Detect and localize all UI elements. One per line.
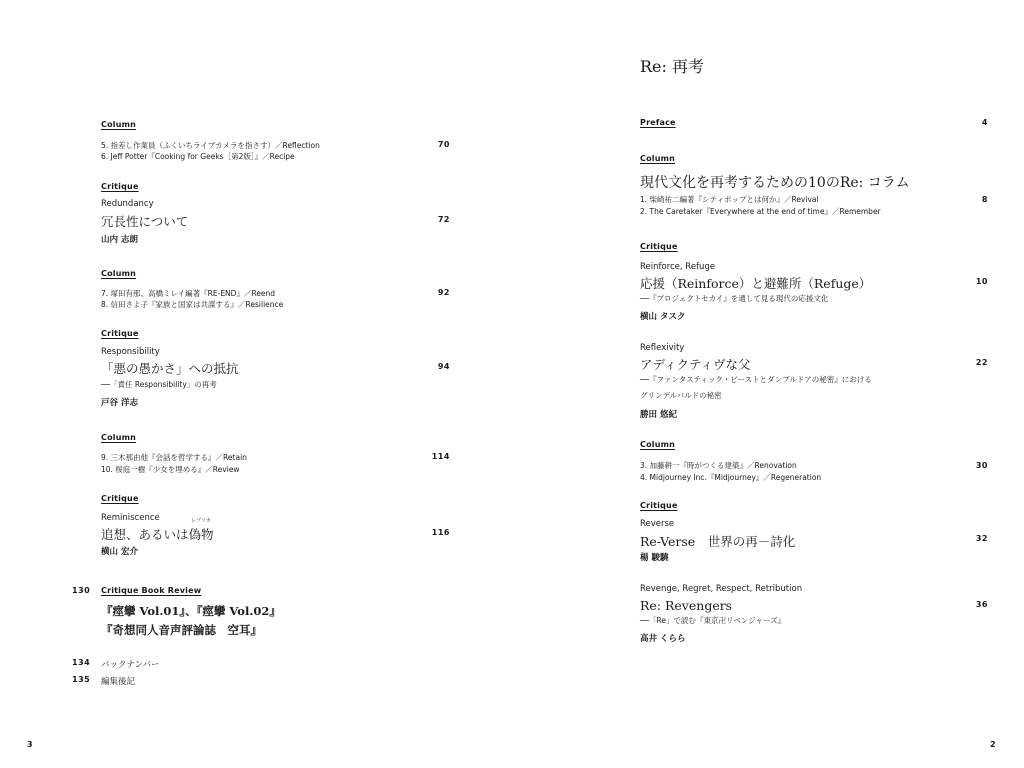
column-item[interactable]: 10. 桜庭一樹『少女を埋める』／Review xyxy=(101,465,240,474)
critique-page-number: 36 xyxy=(975,600,988,609)
ruby-word xyxy=(188,518,214,543)
critique-subtitle: Reinforce, Refuge xyxy=(640,262,716,272)
column-item[interactable]: 9. 三木那由他『会話を哲学する』／Retain xyxy=(101,453,247,462)
critique-author: 横山 タスク xyxy=(640,312,686,322)
column-label: Column xyxy=(101,433,137,442)
page-heading: Re: 再考 xyxy=(640,57,704,76)
column-item[interactable]: 4. Midjourney Inc.『Midjourney』／Regeneration xyxy=(640,473,822,482)
column-title[interactable]: 現代文化を再考するための10のRe: コラム xyxy=(640,175,910,191)
afterword-link[interactable]: 編集後記 xyxy=(101,677,136,687)
column-item[interactable]: 2. The Caretaker『Everywhere at the end of time』／Remember xyxy=(640,207,881,216)
critique-label: Critique xyxy=(101,494,139,503)
critique-author: 高井 くらら xyxy=(640,634,686,644)
column-page-number: 114 xyxy=(431,452,450,461)
review-title[interactable]: 『痙攣 Vol.01』、『痙攣 Vol.02』 xyxy=(101,604,281,618)
critique-description: ──「責任 Responsibility」の再考 xyxy=(101,380,217,389)
critique-page-number: 32 xyxy=(975,534,988,543)
critique-title-part: 追想、あるいは xyxy=(101,527,189,542)
backnumber-link[interactable]: バックナンバー xyxy=(101,660,160,670)
critique-author: 楊 駿驍 xyxy=(640,553,669,563)
critique-title[interactable]: アディクティヴな父 xyxy=(640,357,751,372)
column-page-number: 70 xyxy=(437,140,450,149)
critique-label: Critique xyxy=(101,329,139,338)
critique-title[interactable]: 冗長性について xyxy=(101,214,189,229)
critique-page-number: 10 xyxy=(975,277,988,286)
critique-description: グリンデルバルドの秘密 xyxy=(640,391,722,400)
critique-description: ──『ファンタスティック・ビーストとダンブルドアの秘密』における xyxy=(640,375,872,384)
critique-subtitle: Revenge, Regret, Respect, Retribution xyxy=(640,584,803,594)
column-item[interactable]: 1. 柴崎祐二編著『シティポップとは何か』／Revival xyxy=(640,195,819,204)
review-title[interactable]: 『奇想同人音声評論誌 空耳』 xyxy=(101,623,262,637)
critique-title[interactable]: Re: Revengers xyxy=(640,598,733,613)
ruby-annotation: レプリカ xyxy=(191,518,211,524)
critique-description: ──「Re」で読む『東京卍リベンジャーズ』 xyxy=(640,616,786,625)
critique-page-number: 72 xyxy=(437,215,450,224)
column-label: Column xyxy=(640,154,676,163)
review-page-number: 130 xyxy=(72,586,91,595)
critique-subtitle: Redundancy xyxy=(101,199,154,209)
critique-label: Critique xyxy=(101,182,139,191)
afterword-page-number: 135 xyxy=(72,675,91,684)
critique-label: Critique xyxy=(640,501,678,510)
backnumber-page-number: 134 xyxy=(72,658,91,667)
critique-author: 戸谷 洋志 xyxy=(101,398,138,408)
column-item[interactable]: 7. 塚田有那、高橋ミレイ編著『RE-END』／Reend xyxy=(101,289,276,298)
critique-title[interactable]: 「悪の愚かさ」への抵抗 xyxy=(101,361,239,376)
critique-title[interactable]: Re-Verse 世界の再－詩化 xyxy=(640,534,796,549)
column-item[interactable]: 5. 指差し作業員（ふくいちライブカメラを指さす）／Reflection xyxy=(101,141,320,150)
column-item[interactable]: 6. Jeff Potter『Cooking for Geeks［第2版］』／Recipe xyxy=(101,152,295,161)
critique-subtitle: Reverse xyxy=(640,519,675,529)
preface-label[interactable]: Preface xyxy=(640,118,676,127)
critique-description: ──『プロジェクトセカイ』を通して見る現代の応援文化 xyxy=(640,294,829,303)
column-page-number: 8 xyxy=(981,195,988,204)
column-page-number: 30 xyxy=(975,461,988,470)
column-label: Column xyxy=(101,269,137,278)
column-label: Column xyxy=(640,440,676,449)
preface-page-number: 4 xyxy=(981,118,988,127)
column-item[interactable]: 8. 信田さよ子『家族と国家は共謀する』／Resilience xyxy=(101,300,284,309)
critique-author: 勝田 悠紀 xyxy=(640,410,677,420)
critique-author: 山内 志朗 xyxy=(101,235,138,245)
critique-title[interactable]: 応援（Reinforce）と避難所（Refuge） xyxy=(640,276,872,291)
critique-page-number: 94 xyxy=(437,362,450,371)
column-label: Column xyxy=(101,120,137,129)
left-page-number: 3 xyxy=(27,740,34,749)
critique-page-number: 116 xyxy=(431,528,450,537)
column-page-number: 92 xyxy=(437,288,450,297)
critique-subtitle: Responsibility xyxy=(101,347,160,357)
book-review-label[interactable]: Critique Book Review xyxy=(101,586,202,595)
critique-author: 横山 宏介 xyxy=(101,547,138,557)
critique-subtitle: Reminiscence xyxy=(101,513,160,523)
critique-label: Critique xyxy=(640,242,678,251)
right-page-number: 2 xyxy=(990,740,997,749)
critique-subtitle: Reflexivity xyxy=(640,343,685,353)
critique-page-number: 22 xyxy=(975,358,988,367)
column-item[interactable]: 3. 加藤耕一『時がつくる建築』／Renovation xyxy=(640,461,797,470)
critique-title-part: 偽物 xyxy=(188,527,214,542)
